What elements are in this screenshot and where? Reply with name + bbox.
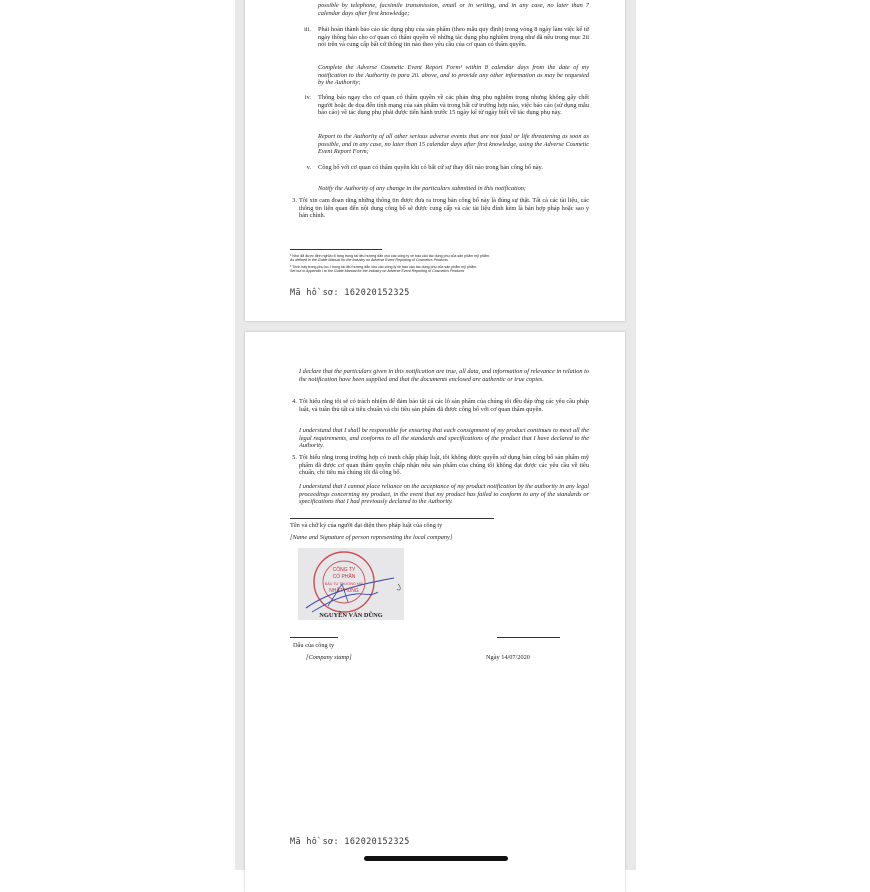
item-5-vietnamese: Tôi hiểu rằng trong trường hợp có tranh chấp pháp luật, tôi không được quyền sử dụng bản công bố sản phẩm mỹ phẩm đã được cơ quan thẩm quyền chấp nhận nếu sản phẩm của chúng tôi không đạt được các yêu cầu về tiêu chuẩn, chỉ tiêu mà chúng tôi đã công bố.	[299, 454, 589, 477]
footnote-2-en: Set out in Appendix I to the Guide Manual for the Industry on Adverse Event Reporting of Cosmetics Products	[290, 269, 465, 273]
svg-text:CÔNG TY: CÔNG TY	[332, 567, 356, 573]
home-indicator[interactable]	[364, 856, 508, 861]
company-stamp-line	[290, 637, 338, 638]
svg-text:ĐẦU TƯ THƯƠNG MẠI: ĐẦU TƯ THƯƠNG MẠI	[324, 582, 364, 586]
item-iii-vietnamese: Phải hoàn thành báo cáo tác dụng phụ của sản phẩm (theo mẫu quy định) trong vòng 8 ngày làm việc kể từ ngày thông báo cho cơ quan có thẩm quyền về những tác dụng phụ nghiêm trọng như đã nêu trong mục 2ii nói trên và cung cấp bất cứ thông tin nào theo yêu cầu của cơ quan có thẩm quyền.	[318, 26, 589, 49]
record-number: Mã hồ sơ: 162020152325	[290, 836, 410, 846]
signature-label-vi: Tên và chữ ký của người đại diện theo pháp luật của công ty	[290, 522, 443, 529]
item-v-vietnamese: Công bố với cơ quan có thẩm quyền khi có bất cứ sự thay đổi nào trong bản công bố này.	[318, 164, 543, 171]
item-iii-number: iii.	[304, 26, 311, 33]
company-stamp-label-en: [Company stamp]	[306, 654, 352, 661]
item-iv-vietnamese: Thông báo ngay cho cơ quan có thẩm quyền về các phản ứng phụ nghiêm trọng nhưng không gây chết người hoặc đe dọa đến tính mạng của sản phẩm và trong bất cứ trường hợp nào, việc báo cáo (sử dụng mẫu báo cáo) về tác dụng phụ phải được tiến hành trước 15 ngày kể từ ngày biết về tác dụng phụ này.	[318, 94, 589, 117]
svg-text:CỔ PHẦN: CỔ PHẦN	[332, 574, 356, 580]
item-v-number: v.	[306, 164, 311, 171]
svg-text:NHẬT HÙNG: NHẬT HÙNG	[329, 588, 359, 594]
company-seal-icon	[298, 548, 404, 620]
document-page-1	[245, 0, 625, 321]
signature-date: Ngày 14/07/2020	[486, 654, 530, 661]
footnote-1-en: As defined in the Guide Manual for the Industry on Adverse Event Reporting of Cosmetics Products	[290, 258, 448, 262]
item-ii-english-tail: possible by telephone, facsimile transmission, email or in writing, and in any case, no later than 7 calendar days after first knowledge;	[318, 2, 589, 17]
signature-label-en: [Name and Signature of person representing the local company]	[290, 534, 453, 541]
item-3-vietnamese: Tôi xin cam đoan rằng những thông tin được đưa ra trong bản công bố này là đúng sự thật. Tất cả các tài liệu, các thông tin liên quan đến nội dung công bố sẽ được cung cấp và các tài liệu đính kèm là bản hợp pháp hoặc sao y bản chính.	[299, 197, 589, 220]
item-4-english: I understand that I shall be responsible for ensuring that each consignment of my product continues to meet all the legal requirements, and conforms to all the standards and specifications of the product that I have declared to the Authority.	[299, 427, 589, 450]
item-3-english: I declare that the particulars given in this notification are true, all data, and information of relevance in relation to the notification have been supplied and that the documents enclosed are authentic or true copies.	[299, 368, 589, 383]
item-3-number: 3.	[292, 197, 297, 204]
footnote-2-vi: ² Trình bày trong phụ lục I trong tài liệu hướng dẫn cho các công ty về báo cáo tác dụng phụ của sản phẩm mỹ phẩm.	[290, 265, 477, 269]
footnote-1-vi: ¹ Như đã được định nghĩa rõ ràng trong tài liệu hướng dẫn cho các công ty về báo cáo tác dụng phụ của sản phẩm mỹ phẩm.	[290, 254, 490, 258]
record-number: Mã hồ sơ: 162020152325	[290, 287, 410, 297]
item-iii-english: Complete the Adverse Cosmetic Event Report Form¹ within 8 calendar days from the date of my notification to the Authority in para 2ii. above, and to provide any other information as may be requested by the Authority;	[318, 64, 589, 87]
signature-stamp-image	[298, 548, 404, 620]
signature-line	[290, 518, 494, 519]
document-page-2	[245, 332, 625, 892]
item-4-number: 4.	[292, 398, 297, 405]
company-stamp-label-vi: Dấu của công ty	[293, 642, 335, 649]
footnote-divider	[290, 249, 382, 250]
item-v-english: Notify the Authority of any change in the particulars submitted in this notification;	[318, 185, 527, 192]
item-4-vietnamese: Tôi hiểu rằng tôi sẽ có trách nhiệm để đảm bảo tất cả các lô sản phẩm của chúng tôi đều đáp ứng các yêu cầu pháp luật, và tuân thủ tất cả tiêu chuẩn và chỉ tiêu sản phẩm đã được công bố với cơ quan thẩm quyền.	[299, 398, 589, 413]
item-iv-english: Report to the Authority of all other serious adverse events that are not fatal or life threatening as soon as possible, and in any case, no later than 15 calendar days after first knowledge, using the Adverse Cosmetic Event Report Form;	[318, 133, 589, 156]
item-iv-number: iv.	[304, 94, 311, 101]
item-5-number: 5.	[292, 454, 297, 461]
document-viewer[interactable]	[235, 0, 636, 870]
date-line	[497, 637, 560, 638]
item-5-english: I understand that I cannot place reliance on the acceptance of my product notification by the authority in any legal proceedings concerning my product, in the event that my product has failed to conform to any of the standards or specifications that I had previously declared to the Authority.	[299, 483, 589, 506]
signer-name: NGUYỄN VĂN DŨNG	[319, 612, 383, 619]
